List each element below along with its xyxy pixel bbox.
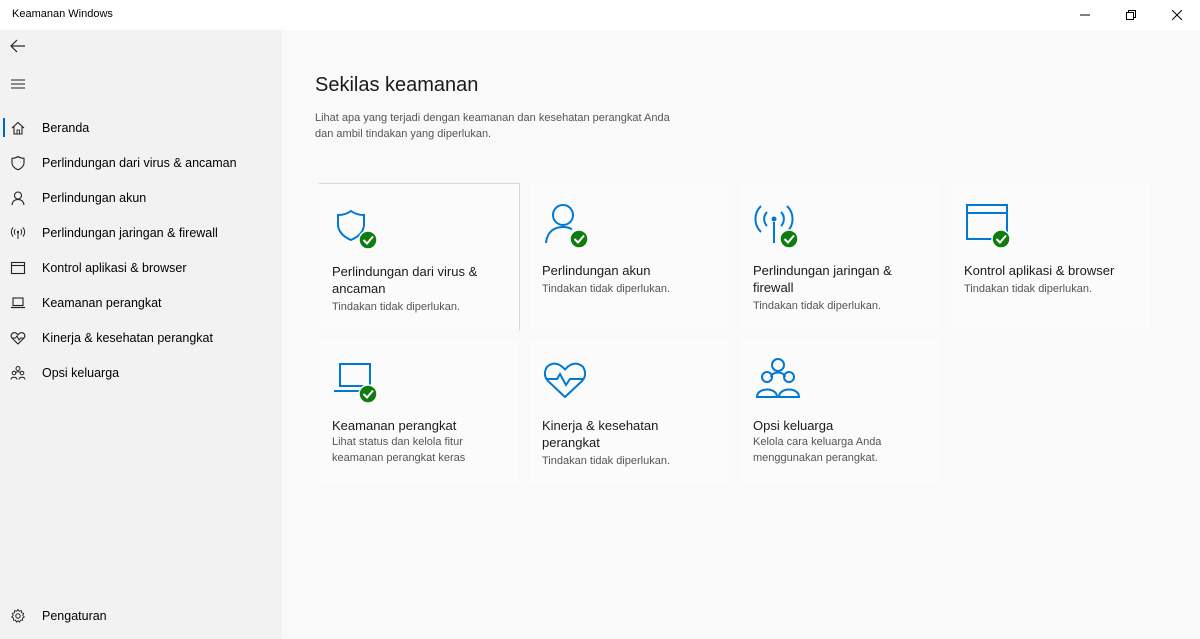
sidebar-item-label: Kontrol aplikasi & browser — [42, 260, 187, 275]
heart-pulse-icon — [543, 356, 591, 404]
sidebar-item-label: Perlindungan jaringan & firewall — [42, 225, 218, 240]
card-status: Tindakan tidak diperlukan. — [332, 301, 461, 313]
menu-button[interactable] — [0, 66, 36, 102]
person-check-icon — [543, 201, 591, 249]
sidebar-item-family[interactable] — [0, 355, 282, 390]
back-arrow-icon — [10, 39, 26, 53]
shield-icon — [0, 155, 36, 171]
sidebar — [0, 30, 282, 639]
sidebar-item-virus-protection[interactable] — [0, 145, 282, 180]
sidebar-item-settings[interactable] — [0, 598, 282, 633]
sidebar-item-label: Pengaturan — [42, 608, 107, 623]
app-window-check-icon — [965, 201, 1013, 249]
card-performance[interactable] — [529, 338, 729, 484]
sidebar-item-app-browser[interactable] — [0, 250, 282, 285]
heart-icon — [0, 330, 36, 346]
sidebar-item-label: Beranda — [42, 120, 90, 135]
card-title: Perlindungan dari virus & ancaman — [332, 264, 478, 296]
window-controls — [1062, 0, 1200, 30]
sidebar-item-label: Keamanan perangkat — [42, 295, 162, 310]
restore-button[interactable] — [1108, 0, 1154, 30]
card-status: Tindakan tidak diperlukan. — [542, 283, 671, 295]
back-button[interactable] — [0, 28, 36, 64]
card-family[interactable] — [740, 338, 940, 484]
card-title: Perlindungan jaringan & firewall — [753, 263, 892, 295]
title-bar — [0, 0, 1200, 30]
person-icon — [0, 190, 36, 206]
card-firewall[interactable] — [740, 183, 940, 329]
app-window-icon — [0, 260, 36, 276]
sidebar-item-performance[interactable] — [0, 320, 282, 355]
restore-icon — [1126, 10, 1136, 20]
sidebar-item-label: Opsi keluarga — [42, 365, 120, 380]
laptop-check-icon — [333, 356, 381, 404]
card-status: Tindakan tidak diperlukan. — [753, 300, 882, 312]
card-title: Keamanan perangkat — [332, 418, 457, 433]
sidebar-item-beranda[interactable] — [0, 110, 282, 145]
hamburger-icon — [10, 78, 26, 90]
sidebar-item-label: Perlindungan akun — [42, 190, 147, 205]
sidebar-item-label: Perlindungan dari virus & ancaman — [42, 155, 237, 170]
card-title: Opsi keluarga — [753, 418, 834, 433]
card-status: Lihat status dan kelola fitur keamanan perangkat keras — [332, 436, 466, 464]
main-content — [282, 30, 1200, 639]
card-status: Tindakan tidak diperlukan. — [542, 455, 671, 467]
card-title: Perlindungan akun — [542, 263, 651, 278]
sidebar-item-device-security[interactable] — [0, 285, 282, 320]
sidebar-item-firewall[interactable] — [0, 215, 282, 250]
minimize-button[interactable] — [1062, 0, 1108, 30]
family-icon — [0, 365, 36, 381]
window-title: Keamanan Windows — [12, 8, 113, 20]
gear-icon — [0, 608, 36, 624]
nav-list — [0, 110, 282, 390]
card-account[interactable] — [529, 183, 729, 329]
card-device-security[interactable] — [319, 338, 519, 484]
sidebar-item-account[interactable] — [0, 180, 282, 215]
close-button[interactable] — [1154, 0, 1200, 30]
wireless-icon — [0, 225, 36, 241]
minimize-icon — [1080, 10, 1090, 20]
card-title: Kontrol aplikasi & browser — [964, 263, 1115, 278]
page-description: Lihat apa yang terjadi dengan keamanan dan kesehatan perangkat Anda dan ambil tindakan yang diperlukan. — [315, 112, 670, 140]
family-icon — [754, 356, 802, 404]
home-icon — [0, 120, 36, 136]
sidebar-item-label: Kinerja & kesehatan perangkat — [42, 330, 213, 345]
card-virus-protection[interactable] — [319, 183, 520, 330]
laptop-icon — [0, 295, 36, 311]
card-title: Kinerja & kesehatan perangkat — [542, 418, 659, 450]
card-status: Kelola cara keluarga Anda menggunakan perangkat. — [753, 436, 882, 464]
page-title: Sekilas keamanan — [315, 74, 479, 96]
shield-check-icon — [333, 202, 381, 250]
close-icon — [1172, 10, 1182, 20]
card-app-browser[interactable] — [951, 183, 1151, 329]
card-status: Tindakan tidak diperlukan. — [964, 283, 1093, 295]
wireless-check-icon — [754, 201, 802, 249]
